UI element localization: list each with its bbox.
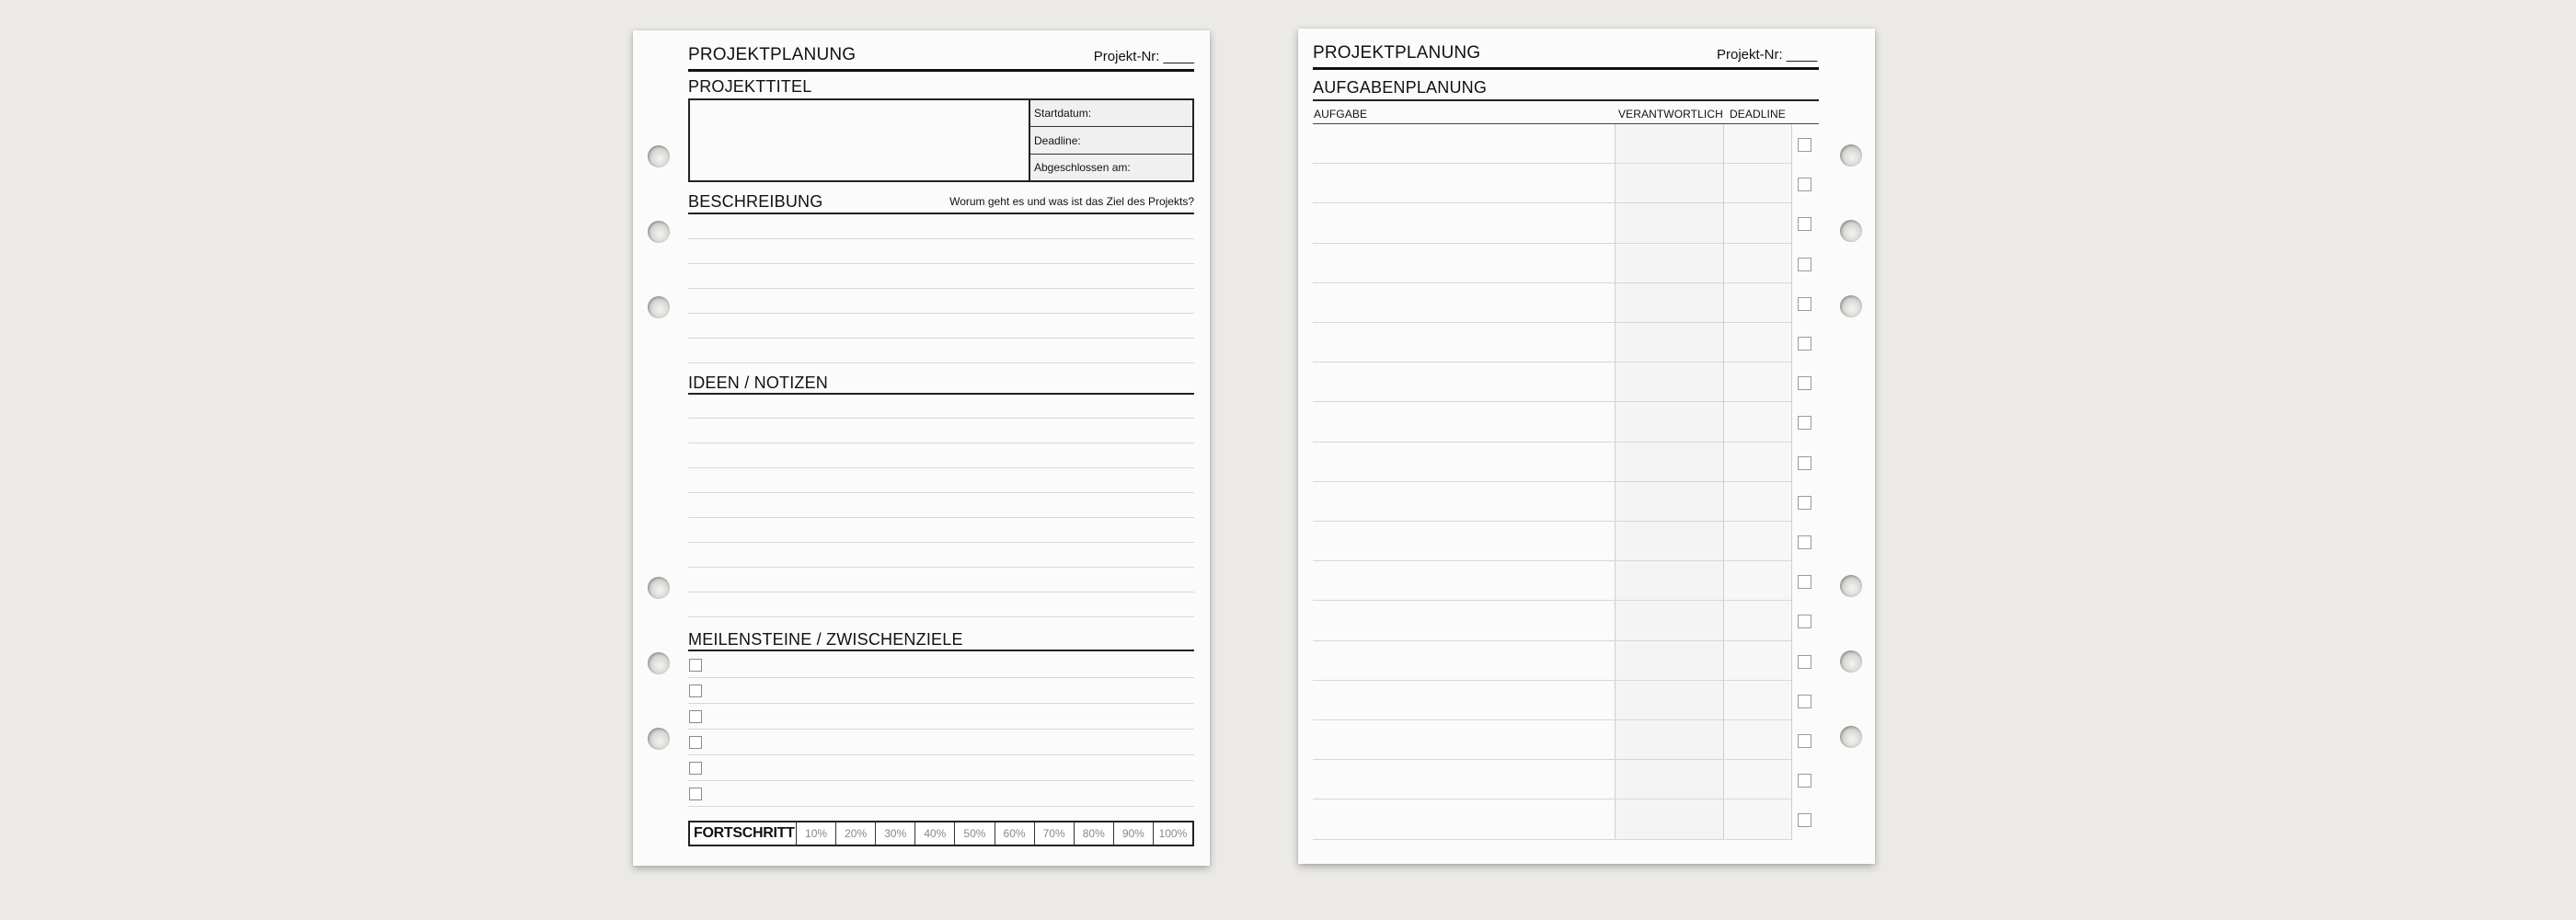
column-divider — [1723, 124, 1724, 840]
field-divider — [1030, 154, 1192, 155]
task-done-checkbox[interactable] — [1798, 535, 1811, 549]
milestones-heading: MEILENSTEINE / ZWISCHENZIELE — [688, 630, 963, 649]
deadline-field[interactable]: Deadline: — [1034, 134, 1081, 147]
task-done-checkbox[interactable] — [1798, 416, 1811, 430]
ideas-rule — [688, 393, 1194, 395]
punch-hole — [1840, 726, 1862, 748]
milestone-line[interactable] — [688, 754, 1194, 755]
milestone-line[interactable] — [688, 729, 1194, 730]
progress-step[interactable]: 100% — [1153, 822, 1192, 845]
writing-line[interactable] — [688, 238, 1194, 239]
milestone-checkbox[interactable] — [689, 762, 702, 775]
task-done-checkbox[interactable] — [1798, 615, 1811, 628]
task-done-checkbox[interactable] — [1798, 575, 1811, 589]
task-row-line[interactable] — [1313, 322, 1791, 323]
milestone-checkbox[interactable] — [689, 684, 702, 697]
progress-label: FORTSCHRITT — [694, 825, 795, 841]
writing-line[interactable] — [688, 263, 1194, 264]
task-row-line[interactable] — [1313, 680, 1791, 681]
writing-line[interactable] — [688, 567, 1194, 568]
writing-line[interactable] — [688, 467, 1194, 468]
punch-hole — [1840, 575, 1862, 597]
project-planning-page-right — [1298, 29, 1875, 864]
writing-line[interactable] — [688, 362, 1194, 363]
task-done-checkbox[interactable] — [1798, 496, 1811, 510]
task-row-line[interactable] — [1313, 719, 1791, 720]
punch-hole — [648, 728, 670, 750]
progress-step[interactable]: 70% — [1034, 822, 1074, 845]
column-divider — [1615, 124, 1616, 840]
task-row-line[interactable] — [1313, 163, 1791, 164]
task-done-checkbox[interactable] — [1798, 813, 1811, 827]
project-title-heading: PROJEKTTITEL — [688, 77, 812, 96]
punch-hole — [1840, 220, 1862, 242]
progress-step[interactable]: 10% — [796, 822, 835, 845]
task-row-line[interactable] — [1313, 401, 1791, 402]
description-heading: BESCHREIBUNG — [688, 192, 823, 211]
writing-line[interactable] — [688, 517, 1194, 518]
task-done-checkbox[interactable] — [1798, 138, 1811, 152]
description-rule — [688, 213, 1194, 214]
task-done-checkbox[interactable] — [1798, 178, 1811, 191]
writing-line[interactable] — [688, 338, 1194, 339]
task-row-line[interactable] — [1313, 521, 1791, 522]
writing-line[interactable] — [688, 542, 1194, 543]
title-box-divider — [1029, 100, 1030, 180]
page-title: PROJEKTPLANUNG — [1313, 43, 1481, 63]
punch-hole — [648, 577, 670, 599]
task-row-line[interactable] — [1313, 282, 1791, 283]
task-row-line[interactable] — [1313, 600, 1791, 601]
column-divider — [1791, 124, 1792, 840]
task-row-line[interactable] — [1313, 560, 1791, 561]
milestone-line[interactable] — [688, 806, 1194, 807]
field-divider — [1030, 126, 1192, 127]
page-title: PROJEKTPLANUNG — [688, 45, 857, 64]
writing-line[interactable] — [688, 418, 1194, 419]
task-done-checkbox[interactable] — [1798, 456, 1811, 470]
task-row-line[interactable] — [1313, 243, 1791, 244]
progress-step[interactable]: 30% — [875, 822, 914, 845]
task-done-checkbox[interactable] — [1798, 376, 1811, 390]
progress-step[interactable]: 40% — [914, 822, 954, 845]
responsible-column — [1616, 124, 1723, 840]
progress-step[interactable]: 50% — [954, 822, 994, 845]
task-row-line[interactable] — [1313, 640, 1791, 641]
completed-on-field[interactable]: Abgeschlossen am: — [1034, 161, 1131, 174]
milestone-line[interactable] — [688, 677, 1194, 678]
header-rule — [688, 69, 1194, 72]
writing-line[interactable] — [688, 616, 1194, 617]
milestone-line[interactable] — [688, 780, 1194, 781]
task-planning-rule — [1313, 99, 1819, 101]
punch-hole — [1840, 144, 1862, 167]
task-done-checkbox[interactable] — [1798, 774, 1811, 788]
milestone-checkbox[interactable] — [689, 736, 702, 749]
punch-hole — [648, 296, 670, 318]
ideas-heading: IDEEN / NOTIZEN — [688, 374, 829, 392]
task-row-line[interactable] — [1313, 202, 1791, 203]
task-done-checkbox[interactable] — [1798, 258, 1811, 271]
task-row-line[interactable] — [1313, 839, 1791, 840]
description-hint: Worum geht es und was ist das Ziel des Projekts? — [949, 195, 1194, 208]
task-planning-heading: AUFGABENPLANUNG — [1313, 78, 1488, 97]
task-done-checkbox[interactable] — [1798, 734, 1811, 748]
writing-line[interactable] — [688, 492, 1194, 493]
milestone-checkbox[interactable] — [689, 788, 702, 800]
progress-bar — [688, 821, 1194, 846]
start-date-field[interactable]: Startdatum: — [1034, 107, 1092, 120]
column-header-deadline: DEADLINE — [1730, 108, 1786, 121]
project-title-box[interactable] — [688, 98, 1194, 182]
progress-step[interactable]: 20% — [835, 822, 875, 845]
punch-hole — [648, 145, 670, 167]
column-header-responsible: VERANTWORTLICH — [1618, 108, 1723, 121]
writing-line[interactable] — [688, 313, 1194, 314]
task-row-line[interactable] — [1313, 442, 1791, 443]
deadline-column — [1724, 124, 1791, 840]
milestone-line[interactable] — [688, 703, 1194, 704]
milestone-checkbox[interactable] — [689, 710, 702, 723]
progress-step[interactable]: 90% — [1113, 822, 1153, 845]
task-done-checkbox[interactable] — [1798, 337, 1811, 351]
task-done-checkbox[interactable] — [1798, 695, 1811, 708]
progress-step[interactable]: 80% — [1074, 822, 1113, 845]
column-header-task: AUFGABE — [1314, 108, 1368, 121]
punch-hole — [648, 652, 670, 674]
task-row-line[interactable] — [1313, 481, 1791, 482]
progress-step[interactable]: 60% — [995, 822, 1034, 845]
milestones-rule — [688, 650, 1194, 651]
project-number-field[interactable]: Projekt-Nr: ____ — [1093, 49, 1194, 64]
task-row-line[interactable] — [1313, 759, 1791, 760]
header-rule — [1313, 67, 1819, 70]
milestone-checkbox[interactable] — [689, 659, 702, 672]
task-done-checkbox[interactable] — [1798, 217, 1811, 231]
punch-hole — [1840, 295, 1862, 317]
task-done-checkbox[interactable] — [1798, 297, 1811, 311]
project-number-field[interactable]: Projekt-Nr: ____ — [1717, 47, 1818, 63]
task-done-checkbox[interactable] — [1798, 655, 1811, 669]
punch-hole — [1840, 650, 1862, 673]
writing-line[interactable] — [688, 288, 1194, 289]
punch-hole — [648, 221, 670, 243]
project-planning-page-left — [633, 30, 1210, 866]
